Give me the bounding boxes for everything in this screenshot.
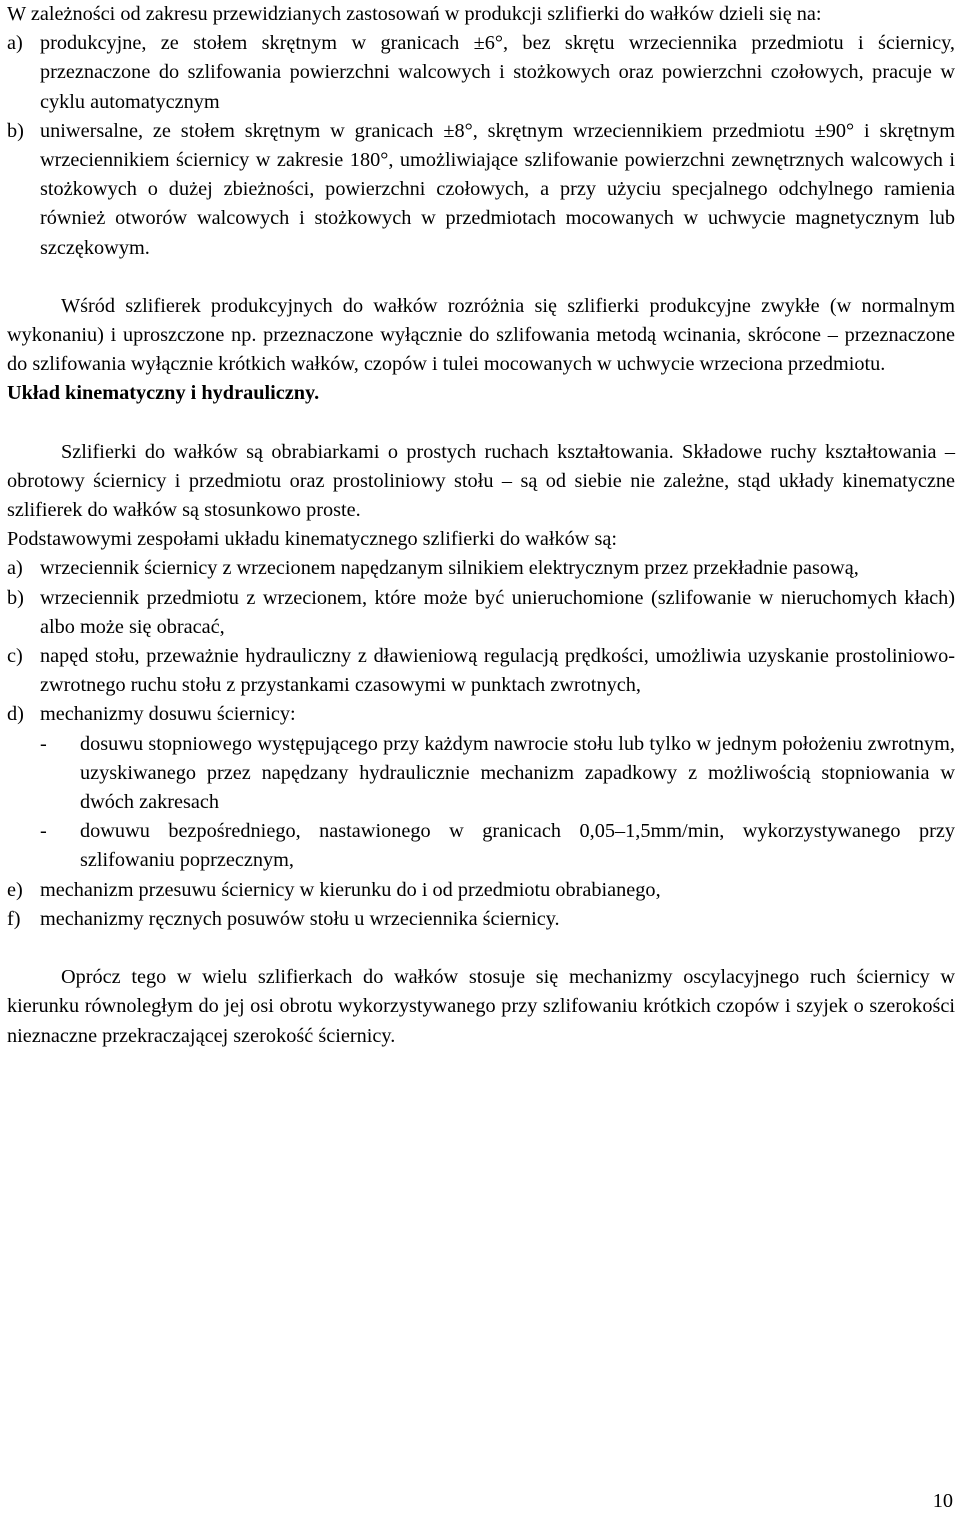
production-paragraph: Wśród szlifierek produkcyjnych do wałków rozróżnia się szlifierki produkcyjne zwykłe (w normalnym wykonaniu) i uproszczone np. przeznaczone wyłącznie do szlifowania metodą wcinania, skrócone – przeznaczone do szlifowania wyłącznie krótkich wałków, czopów i tulei mocowanych w uchwycie wrzeciona przedmiotu.	[7, 294, 955, 376]
page-number: 10	[932, 1490, 953, 1512]
components-list	[7, 554, 955, 934]
list-item	[7, 642, 955, 700]
list-item-text: wrzeciennik przedmiotu z wrzecionem, które może być unieruchomione (szlifowanie w nieruchomych kłach) albo może się obracać,	[40, 586, 955, 638]
list-item	[7, 876, 955, 905]
list-item	[7, 584, 955, 642]
list-marker: b)	[7, 586, 24, 609]
oscillation-paragraph: Oprócz tego w wielu szlifierkach do wałków stosuje się mechanizmy oscylacyjnego ruch ściernicy w kierunku równoległym do jej osi obrotu wykorzystywanego przy szlifowaniu krótkich czopów i szyjek o szerokości nieznaczne przekraczającej szerokość ściernicy.	[7, 966, 955, 1047]
list-item	[7, 700, 955, 729]
list-marker: d)	[7, 703, 24, 726]
dash-marker: -	[40, 732, 47, 755]
list-item-text: mechanizmy ręcznych posuwów stołu u wrzeciennika ściernicy.	[40, 907, 560, 930]
sub-list-item	[7, 817, 955, 875]
list-item-text: wrzeciennik ściernicy z wrzecionem napędzanym silnikiem elektrycznym przez przekładnie pasową,	[40, 557, 859, 580]
grinder-types-list	[7, 29, 955, 263]
list-item	[7, 117, 955, 263]
components-intro: Podstawowymi zespołami układu kinematycznego szlifierki do wałków są:	[7, 528, 617, 551]
list-item-text: napęd stołu, przeważnie hydrauliczny z dławieniową regulacją prędkości, umożliwia uzyskanie prostoliniowo-zwrotnego ruchu stołu z przystankami czasowymi w punktach zwrotnych,	[40, 645, 955, 697]
dash-marker: -	[40, 820, 47, 843]
list-marker: e)	[7, 878, 23, 901]
sub-list-item	[7, 730, 955, 818]
list-item	[7, 905, 955, 934]
list-item	[7, 29, 955, 117]
section-heading: Układ kinematyczny i hydrauliczny.	[7, 382, 320, 405]
page-content	[7, 0, 955, 1051]
list-marker: c)	[7, 645, 23, 668]
sub-list-item-text: dowuwu bezpośredniego, nastawionego w granicach 0,05–1,5mm/min, wykorzystywanego przy szlifowaniu poprzecznym,	[80, 820, 955, 872]
list-item-text: mechanizmy dosuwu ściernicy:	[40, 703, 296, 726]
list-marker: a)	[7, 32, 23, 55]
intro-paragraph: W zależności od zakresu przewidzianych zastosowań w produkcji szlifierki do wałków dzieli się na:	[7, 3, 822, 25]
kinematics-paragraph: Szlifierki do wałków są obrabiarkami o prostych ruchach kształtowania. Składowe ruchy kształtowania – obrotowy ściernicy i przedmiotu oraz prostoliniowy stołu – są od siebie nie zależne, stąd układy kinematyczne szlifierek do wałków są stosunkowo proste.	[7, 440, 955, 522]
list-marker: a)	[7, 557, 23, 580]
list-item-text: produkcyjne, ze stołem skrętnym w granicach ±6°, bez skrętu wrzeciennika przedmiotu i ściernicy, przeznaczone do szlifowania powierzchni walcowych i stożkowych oraz powierzchni czołowych, pracuje w cyklu automatycznym	[40, 32, 955, 113]
list-item-text: mechanizm przesuwu ściernicy w kierunku do i od przedmiotu obrabianego,	[40, 878, 661, 901]
sub-list-item-text: dosuwu stopniowego występującego przy każdym nawrocie stołu lub tylko w jednym położeniu zwrotnym, uzyskiwanego przez napędzany hydraulicznie mechanizm zapadkowy z możliwością stopniowania w dwóch zakresach	[80, 732, 955, 814]
list-marker: b)	[7, 119, 24, 142]
list-marker: f)	[7, 907, 21, 930]
list-item	[7, 554, 955, 583]
list-item-text: uniwersalne, ze stołem skrętnym w granicach ±8°, skrętnym wrzeciennikiem przedmiotu ±90° i skrętnym wrzeciennikiem ściernicy w zakresie 180°, umożliwiające szlifowanie powierzchni zewnętrznych walcowych i stożkowych o dużej zbieżności, powierzchni czołowych, a przy użyciu specjalnego odchylnego ramienia również otworów walcowych i stożkowych w przedmiotach mocowanych w uchwycie magnetycznym lub szczękowym.	[40, 119, 955, 259]
